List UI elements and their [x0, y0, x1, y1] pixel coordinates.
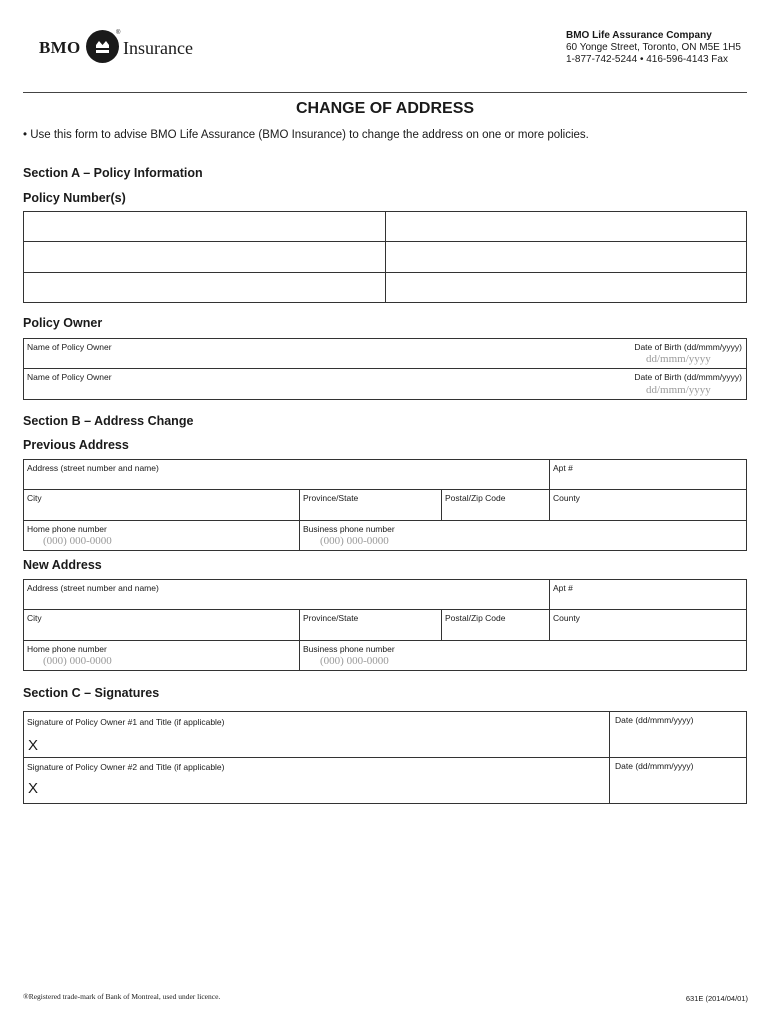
logo-registered-mark: ®	[116, 30, 121, 36]
prev-address-field[interactable]	[23, 459, 550, 490]
header-divider	[23, 92, 747, 93]
new-home-phone-field[interactable]	[23, 640, 300, 671]
new-apt-label: Apt #	[553, 583, 573, 593]
new-city-field[interactable]	[23, 609, 300, 641]
signature-1-field[interactable]	[23, 711, 610, 758]
owner-name-label: Name of Policy Owner	[27, 372, 112, 382]
prev-business-phone-field[interactable]	[299, 520, 747, 551]
prev-home-phone-field[interactable]	[23, 520, 300, 551]
new-postal-field[interactable]	[441, 609, 550, 641]
policy-owner-row-2[interactable]	[23, 368, 747, 400]
prev-business-phone-label: Business phone number	[303, 524, 395, 534]
owner-dob-label: Date of Birth (dd/mmm/yyyy)	[634, 372, 742, 382]
new-home-phone-label: Home phone number	[27, 644, 107, 654]
signature-2-date-label: Date (dd/mmm/yyyy)	[615, 761, 694, 771]
form-code: 631E (2014/04/01)	[685, 994, 748, 1003]
owner-name-label: Name of Policy Owner	[27, 342, 112, 352]
policy-owner-row-1[interactable]	[23, 338, 747, 369]
signature-1-label: Signature of Policy Owner #1 and Title (if applicable)	[27, 717, 225, 727]
owner-dob-placeholder: dd/mmm/yyyy	[646, 353, 711, 365]
policy-number-field-2[interactable]	[385, 211, 747, 242]
trademark-note: ®Registered trade-mark of Bank of Montreal, used under licence.	[23, 992, 221, 1001]
logo-insurance-text: Insurance	[123, 38, 193, 58]
prev-province-label: Province/State	[303, 493, 359, 503]
prev-home-phone-label: Home phone number	[27, 524, 107, 534]
logo-bmo-text: BMO	[39, 38, 81, 57]
prev-county-field[interactable]	[549, 489, 747, 521]
new-home-phone-placeholder: (000) 000-0000	[43, 655, 112, 667]
bmo-roundel-logo	[86, 30, 119, 63]
signature-2-field[interactable]	[23, 757, 610, 804]
signature-2-label: Signature of Policy Owner #2 and Title (if applicable)	[27, 762, 225, 772]
signature-2-x-mark: X	[28, 780, 39, 797]
section-a-heading: Section A – Policy Information	[23, 166, 203, 180]
new-postal-label: Postal/Zip Code	[445, 613, 506, 623]
owner-dob-label: Date of Birth (dd/mmm/yyyy)	[634, 342, 742, 352]
signature-1-date-field[interactable]	[609, 711, 747, 758]
new-address-label: New Address	[23, 558, 102, 572]
policy-number-field-3[interactable]	[23, 241, 386, 273]
prev-postal-label: Postal/Zip Code	[445, 493, 506, 503]
policy-numbers-label: Policy Number(s)	[23, 191, 126, 205]
prev-county-label: County	[553, 493, 580, 503]
policy-number-field-1[interactable]	[23, 211, 386, 242]
prev-business-phone-placeholder: (000) 000-0000	[320, 535, 389, 547]
bmo-roundel-icon	[86, 30, 119, 63]
signature-1-date-label: Date (dd/mmm/yyyy)	[615, 715, 694, 725]
new-business-phone-placeholder: (000) 000-0000	[320, 655, 389, 667]
prev-apt-field[interactable]	[549, 459, 747, 490]
company-contact: 1-877-742-5244 • 416-596-4143 Fax	[566, 54, 728, 65]
new-address-field[interactable]	[23, 579, 550, 610]
prev-apt-label: Apt #	[553, 463, 573, 473]
new-county-field[interactable]	[549, 609, 747, 641]
prev-address-label: Address (street number and name)	[27, 463, 159, 473]
prev-city-field[interactable]	[23, 489, 300, 521]
new-business-phone-label: Business phone number	[303, 644, 395, 654]
signature-2-date-field[interactable]	[609, 757, 747, 804]
company-name: BMO Life Assurance Company	[566, 30, 712, 41]
new-county-label: County	[553, 613, 580, 623]
prev-postal-field[interactable]	[441, 489, 550, 521]
prev-home-phone-placeholder: (000) 000-0000	[43, 535, 112, 547]
new-apt-field[interactable]	[549, 579, 747, 610]
new-province-field[interactable]	[299, 609, 442, 641]
page-title: CHANGE OF ADDRESS	[295, 100, 475, 117]
policy-number-field-6[interactable]	[385, 272, 747, 303]
section-b-heading: Section B – Address Change	[23, 414, 194, 428]
signature-1-x-mark: X	[28, 737, 39, 754]
new-business-phone-field[interactable]	[299, 640, 747, 671]
policy-owner-label: Policy Owner	[23, 316, 103, 330]
new-address-label-text: Address (street number and name)	[27, 583, 159, 593]
section-c-heading: Section C – Signatures	[23, 686, 160, 700]
policy-number-field-5[interactable]	[23, 272, 386, 303]
prev-province-field[interactable]	[299, 489, 442, 521]
new-city-label: City	[27, 613, 42, 623]
company-info	[566, 30, 741, 66]
policy-number-field-4[interactable]	[385, 241, 747, 273]
previous-address-label: Previous Address	[23, 438, 129, 452]
intro-text: • Use this form to advise BMO Life Assurance (BMO Insurance) to change the address on one or more policies.	[23, 129, 589, 141]
owner-dob-placeholder: dd/mmm/yyyy	[646, 384, 711, 396]
prev-city-label: City	[27, 493, 42, 503]
company-address: 60 Yonge Street, Toronto, ON M5E 1H5	[566, 42, 741, 53]
new-province-label: Province/State	[303, 613, 359, 623]
